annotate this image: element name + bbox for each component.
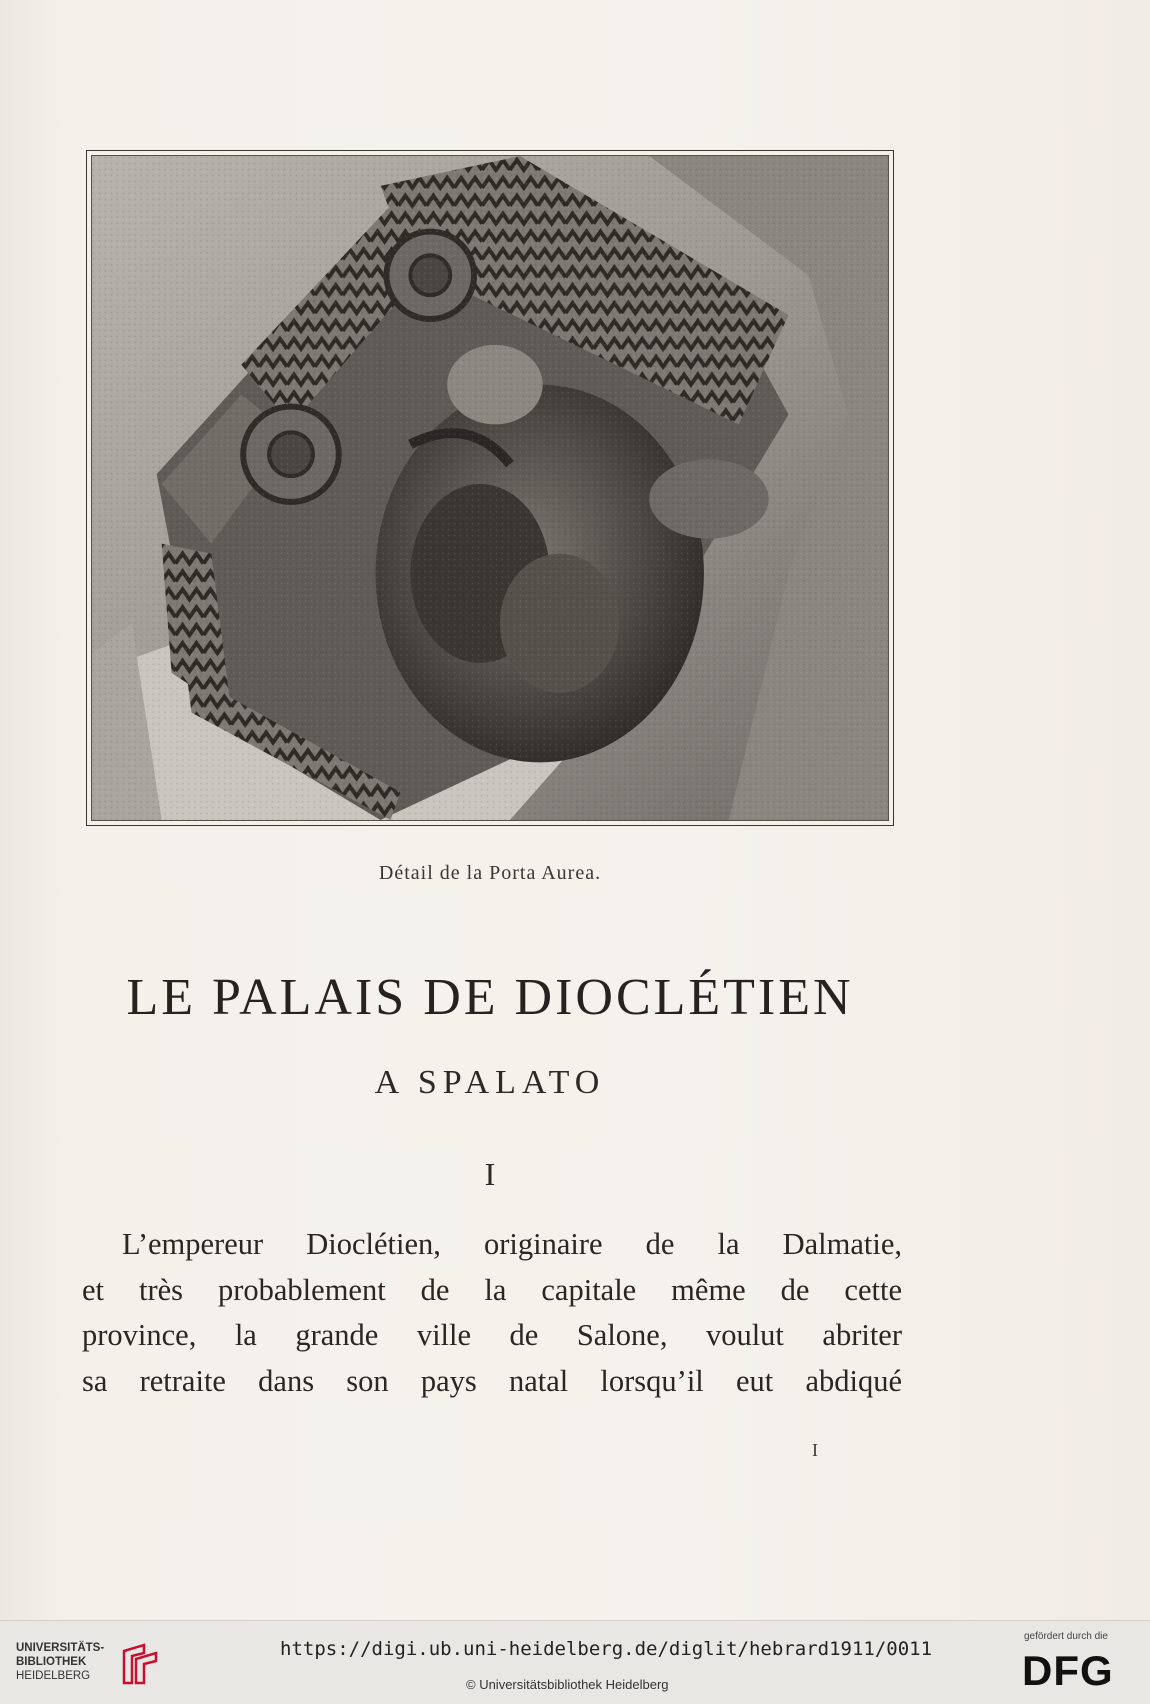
chapter-subtitle: A SPALATO — [374, 1064, 606, 1101]
body-line: province, la grande ville de Salone, voulut abriter — [82, 1318, 902, 1352]
funding-label: gefördert durch die — [1024, 1631, 1108, 1642]
library-name-line: UNIVERSITÄTS- — [16, 1642, 105, 1654]
carved-capital-photo-icon — [92, 156, 888, 820]
chapter-title: LE PALAIS DE DIOCLÉTIEN — [126, 969, 854, 1026]
viewer-footer — [0, 1620, 1150, 1704]
figure-caption: Détail de la Porta Aurea. — [378, 862, 602, 884]
body-line: L’empereur Dioclétien, originaire de la Dalmatie, — [122, 1227, 902, 1261]
dfg-logo[interactable]: DFG — [1022, 1647, 1114, 1694]
page-signature: I — [812, 1440, 818, 1460]
photo-plate — [86, 150, 894, 826]
body-line: et très probablement de la capitale même de cette — [82, 1272, 902, 1307]
carved-capital-photo — [91, 155, 889, 821]
library-logo[interactable] — [16, 1641, 104, 1683]
permalink-url[interactable]: https://digi.ub.uni-heidelberg.de/diglit/hebrard1911/0011 — [280, 1638, 933, 1660]
library-name-line: BIBLIOTHEK — [16, 1656, 87, 1668]
library-mark-icon — [120, 1643, 160, 1690]
section-number: I — [484, 1156, 496, 1192]
library-name-line: HEIDELBERG — [16, 1670, 91, 1682]
copyright-notice: © Universitätsbibliothek Heidelberg — [466, 1677, 669, 1692]
body-line: sa retraite dans son pays natal lorsqu’il eut abdiqué — [82, 1363, 902, 1398]
body-paragraph — [82, 1222, 902, 1404]
